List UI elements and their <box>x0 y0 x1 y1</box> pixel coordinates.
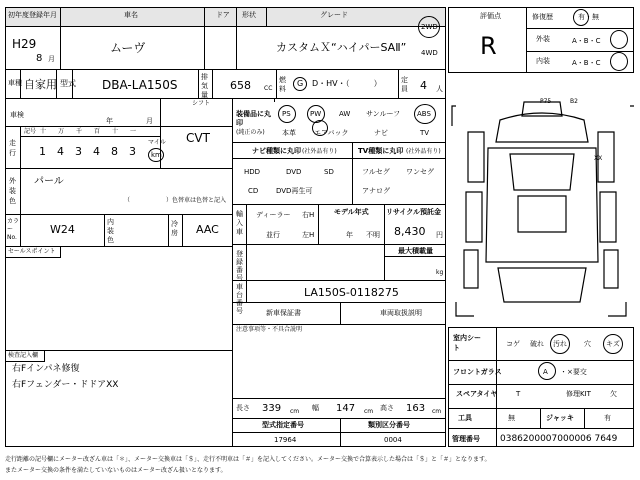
footer-line-1: 走行距離の記号欄にメーター改ざん車は「＊」、メーター交換車は「＄」、走行不明車は「＃」を記入してください。メーター交換で合算表示した場合は「＄」と「＃」となります。 <box>5 456 491 463</box>
diagram-label-xx: XX <box>594 155 603 162</box>
inspect-label: 検査記入欄 <box>8 352 39 359</box>
equip-pw: PW <box>310 110 322 118</box>
jack-label: ジャッキ <box>546 414 574 422</box>
tv-analog: アナログ <box>362 187 390 195</box>
tv-oneseg: ワンセグ <box>406 168 434 176</box>
shape-label: 形状 <box>242 11 256 19</box>
inspection-year-unit: 年 <box>106 117 113 125</box>
mileage-label: 走行 <box>9 139 16 157</box>
new-warranty: 新車保証書 <box>266 309 301 317</box>
seat-kizu: キズ <box>606 340 620 348</box>
glass-a: A <box>543 368 548 376</box>
interior-label: 内装色 <box>107 218 114 244</box>
fuel-label: 燃料 <box>279 76 286 93</box>
equip-leather: 本革 <box>282 129 296 137</box>
transmission: CVT <box>186 131 210 145</box>
drive-4wd: 4WD <box>421 49 438 57</box>
import-label: 輸入車 <box>236 210 243 236</box>
inspection-label: 車検 <box>10 111 24 119</box>
seat-koge: コゲ <box>506 340 520 348</box>
recycle-unit: 円 <box>436 231 443 239</box>
recycle-value: 8,430 <box>394 225 426 238</box>
spare-label: スペアタイヤ <box>456 390 498 398</box>
disp-label: 排気量 <box>201 73 208 99</box>
repair-label: 修復歴 <box>532 13 553 21</box>
tools-value: 無 <box>508 414 515 422</box>
nav-cd: CD <box>248 187 259 195</box>
length-unit: cm <box>290 408 300 415</box>
diagram-label-p75: P75 <box>540 98 552 105</box>
odometer-header: 記号 <box>24 128 37 135</box>
jack-value: 有 <box>604 414 611 422</box>
import-left: 左H <box>302 231 315 239</box>
tv-fullseg: フルセグ <box>362 168 390 176</box>
width-unit: cm <box>364 408 374 415</box>
chassis-value: LA150S-0118275 <box>304 286 399 299</box>
car-name-label: 車名 <box>124 11 138 19</box>
model-year-unit: 年 <box>346 231 353 239</box>
door-label: ドア <box>216 11 230 19</box>
equip-sunroof: サンルーフ <box>366 110 401 118</box>
odometer-digit: 8 <box>111 145 118 158</box>
import-parallel: 並行 <box>266 231 280 239</box>
odometer-header: 十 <box>112 128 119 135</box>
max-load-label: 最大積載量 <box>398 247 433 255</box>
color-no-label: カラーNo. <box>7 218 20 241</box>
import-dealer: ディーラー <box>256 211 291 219</box>
odometer-header: 万 <box>58 128 65 135</box>
spare-none: 欠 <box>610 390 617 398</box>
car-name: ムーヴ <box>110 41 146 55</box>
reg-year: H29 <box>12 37 37 51</box>
color-note: （ ）色替車は色替と記入 <box>124 197 227 204</box>
ext-abc: A・B・C <box>572 37 601 45</box>
km-label: km <box>151 151 162 159</box>
height-value: 163 <box>406 403 426 414</box>
nav-hdd: HDD <box>244 168 261 176</box>
footer-line-2: またメーター交換の条件を満たしていないものはメーター改ざん扱いとなります。 <box>5 467 227 474</box>
capacity-value: 4 <box>420 79 427 92</box>
odometer-digit: 3 <box>75 145 82 158</box>
odometer <box>20 126 160 168</box>
int-abc: A・B・C <box>572 59 601 67</box>
car-diagram <box>448 92 634 322</box>
odometer-header: 一 <box>130 128 137 135</box>
type-no-value: 17964 <box>274 436 297 444</box>
nav-label: ナビ種類に丸印 <box>252 147 301 155</box>
reg-type-label: 車種 <box>8 79 22 87</box>
equip-ps: PS <box>282 110 291 118</box>
repair-value: 有・無 <box>578 13 599 21</box>
inspection-month-unit: 月 <box>146 117 153 125</box>
equipment-label: 装備品に丸印 <box>236 110 271 127</box>
fuel-g: G <box>297 79 304 88</box>
ext-c-circle <box>610 30 628 49</box>
score-label: 評価点 <box>480 12 501 20</box>
model-year-unknown: 不明 <box>366 231 380 239</box>
equip-navi: ナビ <box>374 129 388 137</box>
seat-yabure: 破れ <box>530 340 544 348</box>
color-no: W24 <box>50 223 75 236</box>
model-label: 型式 <box>60 79 76 88</box>
score-value: R <box>480 32 497 60</box>
chassis-label: 車台番号 <box>236 283 243 315</box>
drive-2wd: 2WD <box>421 23 438 31</box>
inspect-note-1: 右Fインパネ修復 <box>12 364 80 374</box>
max-load-unit: kg <box>436 269 444 276</box>
nav-sub: (社外品有り) <box>302 148 337 155</box>
odometer-digit: 4 <box>93 145 100 158</box>
odometer-digit: 4 <box>57 145 64 158</box>
height-label: 高さ <box>380 404 394 412</box>
sales-label: セールスポイント <box>8 248 56 255</box>
nav-dvd-play: DVD再生可 <box>276 187 313 195</box>
odometer-header: 十 <box>40 128 47 135</box>
type-no-label: 型式指定番号 <box>262 421 304 429</box>
model-value: DBA-LA150S <box>102 78 178 92</box>
spare-kit: 修理KIT <box>566 390 591 398</box>
inspect-note-2: 右Fフェンダー・ドドアXX <box>12 380 119 390</box>
seat-ana: 穴 <box>584 340 591 348</box>
fuel-other: D・HV・（ ） <box>312 79 382 88</box>
manual: 車両取扱説明 <box>380 309 422 317</box>
equip-aw: AW <box>339 110 351 118</box>
int-c-circle <box>610 52 628 71</box>
mgmt-value: 0386200007000006 7649 <box>500 434 618 444</box>
shift-label: シフト <box>192 100 211 107</box>
recycle-label: リサイクル預託金 <box>386 208 442 216</box>
width-value: 147 <box>336 403 356 414</box>
nav-dvd: DVD <box>286 168 302 176</box>
notes-label: 注意事項等・不具合説明 <box>236 326 303 333</box>
import-right: 右H <box>302 211 315 219</box>
color-value: パール <box>34 176 64 187</box>
int-label: 内装 <box>536 57 550 65</box>
reg-month: 8 <box>36 53 43 64</box>
odometer-digit: 1 <box>39 145 46 158</box>
class-no-label: 類別区分番号 <box>368 421 410 429</box>
tv-label: TV種類に丸印 <box>358 147 404 155</box>
ext-label: 外装 <box>536 35 550 43</box>
grade-value: カスタムＸ“ハイパーSAⅡ” <box>276 41 407 54</box>
odometer-digit: 3 <box>129 145 136 158</box>
capacity-unit: 人 <box>436 85 443 93</box>
disp-value: 658 <box>230 79 251 92</box>
capacity-label: 定員 <box>401 76 408 93</box>
height-unit: cm <box>432 408 442 415</box>
width-label: 幅 <box>312 404 319 412</box>
ac-value: AAC <box>196 223 219 236</box>
length-label: 長さ <box>236 404 250 412</box>
odometer-header: 百 <box>94 128 101 135</box>
glass-rest: ・×要交 <box>560 368 587 376</box>
tools-label: 工具 <box>458 414 472 422</box>
reg-no-label: 登録番号 <box>236 250 243 282</box>
equip-tv: TV <box>420 129 430 137</box>
disp-unit: CC <box>264 85 273 92</box>
usage-value: 自家用 <box>24 78 57 91</box>
seat-yogore: 汚れ <box>553 340 567 348</box>
glass-label: フロントガラス <box>453 368 502 376</box>
reg-month-unit: 月 <box>48 55 55 63</box>
ac-label: 冷房 <box>171 220 178 237</box>
mile-label: マイル <box>148 139 166 146</box>
equip-airbag: エアバック <box>314 129 349 137</box>
model-year-label: モデル年式 <box>334 208 369 216</box>
first-reg-label: 初年度登録年月 <box>8 11 57 19</box>
equip-abs: ABS <box>417 110 431 118</box>
color-label: 外装色 <box>9 177 16 205</box>
equipment-sub: (純正のみ) <box>236 129 265 136</box>
length-value: 339 <box>262 403 282 414</box>
class-no-value: 0004 <box>384 436 402 444</box>
mgmt-label: 管理番号 <box>452 435 480 443</box>
tv-sub: (社外品有り) <box>406 148 441 155</box>
odometer-header: 千 <box>76 128 83 135</box>
spare-t: T <box>516 390 521 398</box>
diagram-label-b2: B2 <box>570 98 578 105</box>
grade-label: グレード <box>320 11 348 19</box>
nav-sd: SD <box>324 168 334 176</box>
seat-label: 室内シート <box>453 334 481 352</box>
